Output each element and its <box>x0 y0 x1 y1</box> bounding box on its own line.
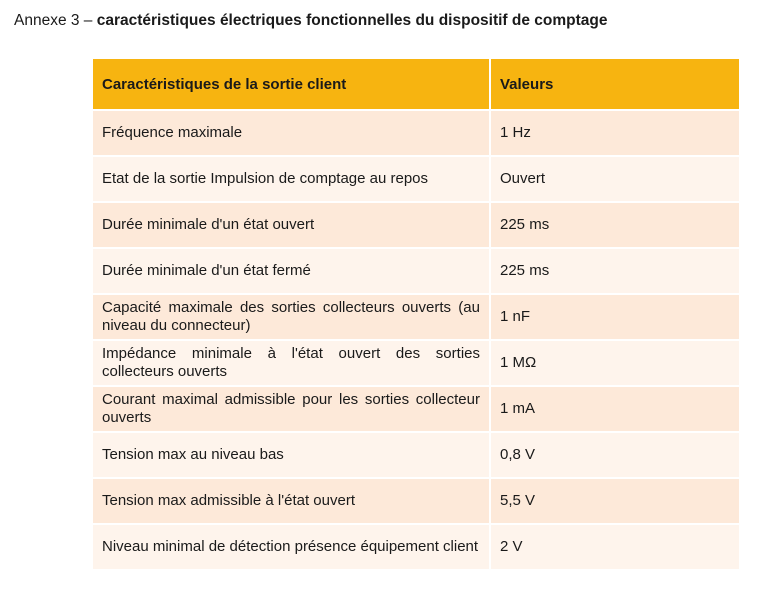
row-value: 225 ms <box>490 202 739 248</box>
row-label: Etat de la sortie Impulsion de comptage au repos <box>93 156 490 202</box>
row-value: 1 MΩ <box>490 340 739 386</box>
characteristics-table <box>93 59 739 571</box>
row-value: 1 Hz <box>490 110 739 156</box>
row-label: Impédance minimale à l'état ouvert des sorties collecteurs ouverts <box>93 340 490 386</box>
row-value: Ouvert <box>490 156 739 202</box>
annex-title-text: caractéristiques électriques fonctionnelles du dispositif de comptage <box>96 12 608 29</box>
table-row <box>93 202 739 248</box>
annex-title <box>14 11 608 31</box>
table-header-row <box>93 59 739 110</box>
table-row <box>93 386 739 432</box>
row-label: Capacité maximale des sorties collecteurs ouverts (au niveau du connecteur) <box>93 294 490 340</box>
table-row <box>93 248 739 294</box>
row-label: Niveau minimal de détection présence équipement client <box>93 524 490 570</box>
table-row <box>93 110 739 156</box>
row-label: Tension max admissible à l'état ouvert <box>93 478 490 524</box>
row-value: 225 ms <box>490 248 739 294</box>
table-row <box>93 156 739 202</box>
row-label: Courant maximal admissible pour les sorties collecteur ouverts <box>93 386 490 432</box>
table-row <box>93 524 739 570</box>
annex-title-prefix: Annexe 3 – <box>14 12 97 29</box>
row-value: 0,8 V <box>490 432 739 478</box>
table-row <box>93 478 739 524</box>
row-label: Tension max au niveau bas <box>93 432 490 478</box>
row-label: Durée minimale d'un état ouvert <box>93 202 490 248</box>
table-row <box>93 432 739 478</box>
header-characteristics: Caractéristiques de la sortie client <box>93 59 490 110</box>
table-row <box>93 294 739 340</box>
row-label: Fréquence maximale <box>93 110 490 156</box>
row-value: 1 nF <box>490 294 739 340</box>
header-values: Valeurs <box>490 59 739 110</box>
row-label: Durée minimale d'un état fermé <box>93 248 490 294</box>
row-value: 1 mA <box>490 386 739 432</box>
row-value: 5,5 V <box>490 478 739 524</box>
row-value: 2 V <box>490 524 739 570</box>
table-row <box>93 340 739 386</box>
